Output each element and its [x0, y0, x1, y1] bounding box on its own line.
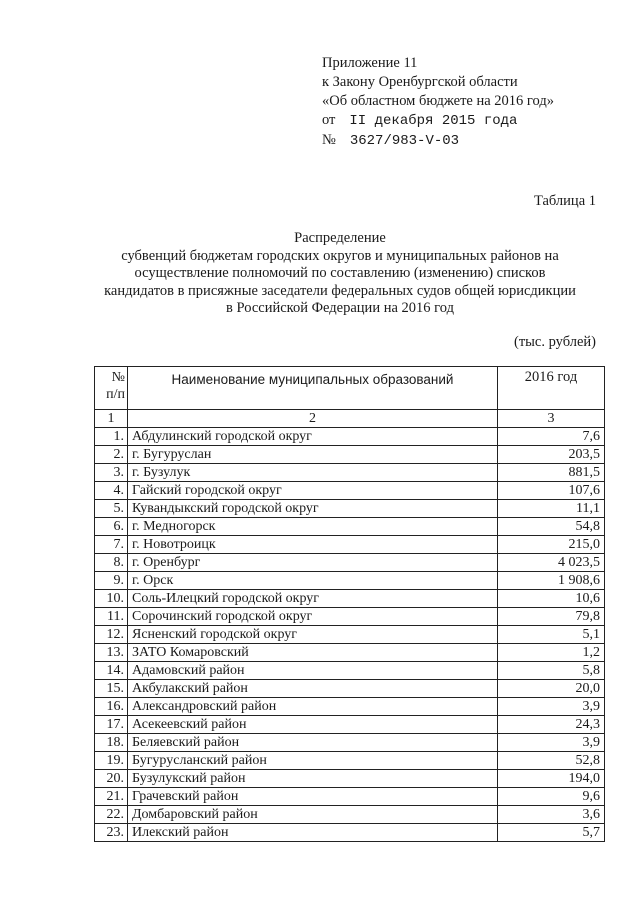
subvention-value: 107,6: [498, 482, 605, 500]
table-row: [95, 680, 605, 698]
table-row: [95, 572, 605, 590]
title-line: кандидатов в присяжные заседатели федеральных судов общей юрисдикции: [104, 282, 576, 299]
appendix-line: Приложение 11: [322, 55, 418, 71]
municipality-name: Александровский район: [128, 698, 498, 716]
row-number: 12.: [95, 626, 128, 644]
column-index: 1: [95, 410, 128, 428]
column-index: 3: [498, 410, 605, 428]
subvention-value: 3,9: [498, 734, 605, 752]
municipality-name: Адамовский район: [128, 662, 498, 680]
municipality-name: Гайский городской округ: [128, 482, 498, 500]
table-row: [95, 824, 605, 842]
municipality-name: Илекский район: [128, 824, 498, 842]
table-row: [95, 698, 605, 716]
subvention-value: 215,0: [498, 536, 605, 554]
table-row: [95, 590, 605, 608]
units-label: (тыс. рублей): [514, 334, 596, 350]
table-row: [95, 662, 605, 680]
table-header-row: [95, 367, 605, 410]
row-number: 1.: [95, 428, 128, 446]
table-row: [95, 734, 605, 752]
subvention-value: 3,9: [498, 698, 605, 716]
row-number: 2.: [95, 446, 128, 464]
municipality-name: Бузулукский район: [128, 770, 498, 788]
header-year: 2016 год: [498, 367, 605, 410]
row-number: 4.: [95, 482, 128, 500]
municipality-name: г. Бузулук: [128, 464, 498, 482]
date-prefix: от: [322, 112, 336, 128]
row-number: 9.: [95, 572, 128, 590]
municipality-name: Ясненский городской округ: [128, 626, 498, 644]
number-prefix: №: [322, 132, 336, 148]
subvention-value: 79,8: [498, 608, 605, 626]
table-row: [95, 428, 605, 446]
municipality-name: ЗАТО Комаровский: [128, 644, 498, 662]
municipality-name: Сорочинский городской округ: [128, 608, 498, 626]
subvention-value: 1,2: [498, 644, 605, 662]
title-line: осуществление полномочий по составлению (изменению) списков: [134, 265, 546, 281]
table-row: [95, 716, 605, 734]
municipality-name: г. Орск: [128, 572, 498, 590]
column-index: 2: [128, 410, 498, 428]
municipality-name: Грачевский район: [128, 788, 498, 806]
row-number: 23.: [95, 824, 128, 842]
subvention-value: 24,3: [498, 716, 605, 734]
municipality-name: г. Новотроицк: [128, 536, 498, 554]
row-number: 20.: [95, 770, 128, 788]
appendix-line: «Об областном бюджете на 2016 год»: [322, 93, 554, 109]
municipality-name: г. Оренбург: [128, 554, 498, 572]
row-number: 21.: [95, 788, 128, 806]
title-line: Распределение: [294, 230, 386, 246]
municipality-name: Беляевский район: [128, 734, 498, 752]
municipality-name: Домбаровский район: [128, 806, 498, 824]
row-number: 19.: [95, 752, 128, 770]
header-number-line2: п/п: [106, 387, 125, 402]
table-row: [95, 446, 605, 464]
table-label: Таблица 1: [533, 193, 596, 209]
row-number: 15.: [95, 680, 128, 698]
law-number: 3627/983-V-03: [349, 133, 460, 149]
subvention-value: 54,8: [498, 518, 605, 536]
row-number: 10.: [95, 590, 128, 608]
row-number: 14.: [95, 662, 128, 680]
table-row: [95, 770, 605, 788]
title-line: субвенций бюджетам городских округов и муниципальных районов на: [121, 247, 559, 264]
row-number: 11.: [95, 608, 128, 626]
table-row: [95, 500, 605, 518]
table-row: [95, 518, 605, 536]
row-number: 22.: [95, 806, 128, 824]
appendix-number-line: [322, 131, 554, 151]
row-number: 7.: [95, 536, 128, 554]
municipality-name: Акбулакский район: [128, 680, 498, 698]
table-row: [95, 464, 605, 482]
subvention-value: 5,7: [498, 824, 605, 842]
subvention-value: 20,0: [498, 680, 605, 698]
row-number: 8.: [95, 554, 128, 572]
row-number: 13.: [95, 644, 128, 662]
municipality-name: Соль-Илецкий городской округ: [128, 590, 498, 608]
table-row: [95, 608, 605, 626]
subvention-value: 1 908,6: [498, 572, 605, 590]
subvention-value: 194,0: [498, 770, 605, 788]
table-row: [95, 788, 605, 806]
municipality-name: г. Медногорск: [128, 518, 498, 536]
header-name: Наименование муниципальных образований: [128, 367, 498, 410]
subvention-table: [94, 366, 605, 842]
row-number: 3.: [95, 464, 128, 482]
law-date: II декабря 2015 года: [349, 113, 518, 129]
subvention-value: 3,6: [498, 806, 605, 824]
table-row: [95, 806, 605, 824]
column-index-row: [95, 410, 605, 428]
table-row: [95, 536, 605, 554]
title-line: в Российской Федерации на 2016 год: [226, 300, 454, 316]
subvention-value: 11,1: [498, 500, 605, 518]
municipality-name: Абдулинский городской округ: [128, 428, 498, 446]
subvention-value: 52,8: [498, 752, 605, 770]
municipality-name: Кувандыкский городской округ: [128, 500, 498, 518]
row-number: 18.: [95, 734, 128, 752]
subvention-value: 5,8: [498, 662, 605, 680]
appendix-line: к Закону Оренбургской области: [322, 74, 518, 90]
municipality-name: г. Бугуруслан: [128, 446, 498, 464]
table-row: [95, 626, 605, 644]
appendix-date-line: [322, 111, 554, 131]
subvention-value: 7,6: [498, 428, 605, 446]
row-number: 6.: [95, 518, 128, 536]
municipality-name: Бугурусланский район: [128, 752, 498, 770]
subvention-value: 203,5: [498, 446, 605, 464]
subvention-value: 10,6: [498, 590, 605, 608]
table-row: [95, 554, 605, 572]
row-number: 16.: [95, 698, 128, 716]
document-title: [80, 230, 600, 318]
appendix-block: [322, 54, 554, 151]
table-row: [95, 482, 605, 500]
header-number: [95, 367, 128, 410]
subvention-value: 9,6: [498, 788, 605, 806]
table-row: [95, 752, 605, 770]
table-row: [95, 644, 605, 662]
subvention-value: 881,5: [498, 464, 605, 482]
subvention-value: 4 023,5: [498, 554, 605, 572]
subvention-value: 5,1: [498, 626, 605, 644]
row-number: 5.: [95, 500, 128, 518]
row-number: 17.: [95, 716, 128, 734]
municipality-name: Асекеевский район: [128, 716, 498, 734]
header-number-line1: №: [111, 370, 125, 385]
